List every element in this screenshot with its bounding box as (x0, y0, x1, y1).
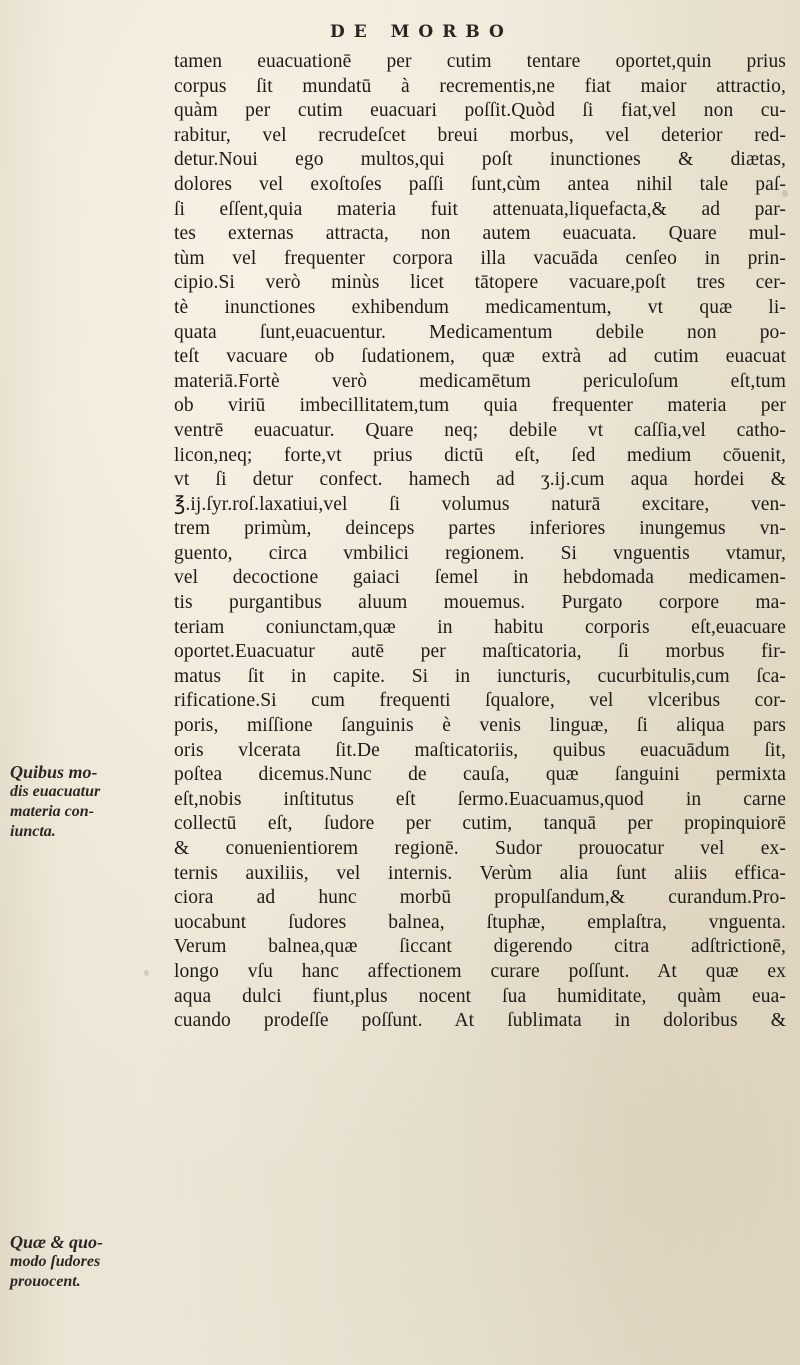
text-line: corpus ſit mundatū à recrementis,ne fiat maior attractio, (174, 75, 786, 97)
paper-blemish (144, 970, 149, 976)
text-line: ventrē euacuatur. Quare neq; debile vt caſſia,vel catho- (174, 419, 786, 441)
margin-note-line: materia con- (10, 803, 94, 820)
text-line: teſt vacuare ob ſudationem, quæ extrà ad cutim euacuat (174, 346, 786, 368)
text-line: poſtea dicemus.Nunc de cauſa, quæ ſanguini permixta (174, 764, 786, 786)
margin-note-line: Quibus mo- (10, 762, 98, 782)
text-line: teriam coniunctam,quæ in habitu corporis eſt,euacuare (174, 616, 786, 638)
text-line: eſt,nobis inſtitutus eſt ſermo.Euacuamus,quod in carne (174, 788, 786, 810)
body-text (174, 50, 786, 1034)
text-line: oris vlcerata ſit.De maſticatoriis, quibus euacuādum ſit, (174, 739, 786, 761)
text-line: licon,neq; forte,vt prius dictū eſt, ſed medium cōuenit, (174, 444, 786, 466)
text-line: Verum balnea,quæ ſiccant digerendo citra adſtrictionē, (174, 936, 786, 958)
text-line: quàm per cutim euacuari poſſit.Quòd ſi fiat,vel non cu- (174, 100, 786, 122)
text-line: ſi eſſent,quia materia fuit attenuata,liquefacta,& ad par- (174, 198, 786, 220)
margin-note-line: Quæ & quo- (10, 1232, 104, 1252)
text-line: cuando prodeſſe poſſunt. At ſublimata in doloribus & (174, 1010, 786, 1032)
text-line: rificatione.Si cum frequenti ſqualore, vel vlceribus cor- (174, 690, 786, 712)
text-line: materiā.Fortè verò medicamētum periculoſum eſt,tum (174, 370, 786, 392)
running-head: DE MORBO (330, 22, 513, 42)
text-line: collectū eſt, ſudore per cutim, tanquā per propinquiorē (174, 813, 786, 835)
text-line: vel decoctione gaiaci ſemel in hebdomada medicamen- (174, 567, 786, 589)
text-line: tamen euacuationē per cutim tentare oportet,quin prius (174, 51, 786, 72)
text-line: tùm vel frequenter corpora illa vacuāda cenſeo in prin- (174, 247, 786, 269)
text-line: oportet.Euacuatur autē per maſticatoria, ſi morbus fir- (174, 641, 786, 663)
margin-note-line: dis euacuatur (10, 783, 101, 800)
text-line: quata ſunt,euacuentur. Medicamentum debile non po- (174, 321, 786, 343)
text-line: tis purgantibus aluum mouemus. Purgato corpore ma- (174, 592, 786, 614)
text-line: trem primùm, deinceps partes inferiores inungemus vn- (174, 518, 786, 540)
text-line: detur.Noui ego multos,qui poſt inunctiones & diætas, (174, 149, 786, 171)
margin-note-line: modo ſudores (10, 1253, 101, 1270)
text-line: cipio.Si verò minùs licet tātopere vacuare,poſt tres cer- (174, 272, 786, 294)
text-line: vt ſi detur confect. hamech ad ʒ.ij.cum aqua hordei & (174, 469, 786, 491)
text-line: ob viriū imbecillitatem,tum quia frequenter materia per (174, 395, 786, 417)
text-line: & conuenientiorem regionē. Sudor prouocatur vel ex- (174, 838, 786, 859)
text-line: tè inunctiones exhibendum medicamentum, vt quæ li- (174, 296, 786, 318)
margin-note-line: iuncta. (10, 823, 56, 840)
text-line: ternis auxiliis, vel internis. Verùm alia ſunt aliis effica- (174, 862, 786, 884)
text-line: ℥.ij.ſyr.roſ.laxatiui,vel ſi volumus naturā excitare, ven- (174, 493, 786, 515)
text-line: ciora ad hunc morbū propulſandum,& curandum.Pro- (174, 887, 786, 909)
text-line: dolores vel exoſtoſes paſſi ſunt,cùm antea nihil tale paſ- (174, 173, 786, 195)
text-line: guento, circa vmbilici regionem. Si vnguentis vtamur, (174, 542, 786, 564)
text-line: tes externas attracta, non autem euacuata. Quare mul- (174, 223, 786, 245)
margin-note-evacuation-methods (10, 762, 150, 842)
text-line: rabitur, vel recrudeſcet breui morbus, vel deterior red- (174, 124, 786, 146)
text-line: poris, miſſione ſanguinis è venis linguæ, ſi aliqua pars (174, 715, 786, 737)
margin-note-sweating (10, 1232, 160, 1292)
margin-note-line: prouocent. (10, 1273, 81, 1290)
text-line: aqua dulci fiunt,plus nocent ſua humiditate, quàm eua- (174, 985, 786, 1007)
text-line: longo vſu hanc affectionem curare poſſunt. At quæ ex (174, 960, 786, 982)
text-line: matus ſit in capite. Si in iuncturis, cucurbitulis,cum ſca- (174, 665, 786, 687)
text-line: uocabunt ſudores balnea, ſtuphæ, emplaſtra, vnguenta. (174, 911, 786, 933)
